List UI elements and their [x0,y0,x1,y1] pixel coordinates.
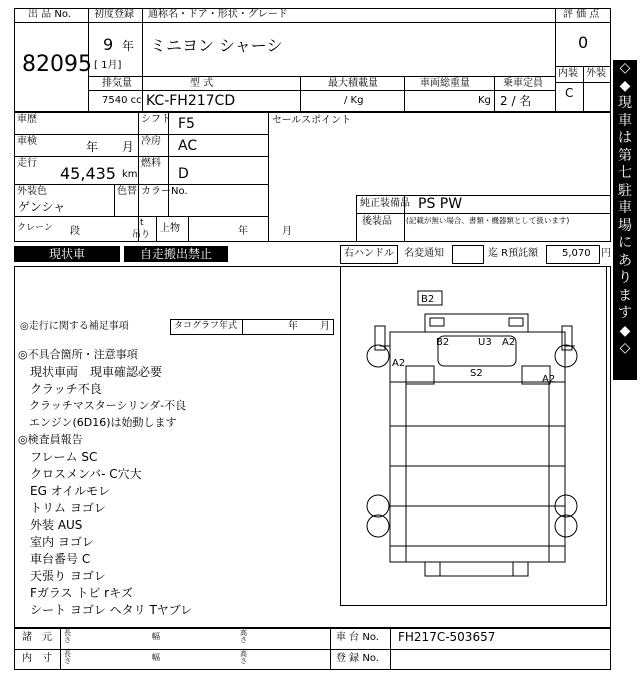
displacement-label: 排気量 [102,78,132,89]
defect-line: EG オイルモレ [18,484,111,498]
tacho-month: 月 [320,321,330,332]
defect-line: ◎検査員報告 [18,433,83,446]
score-value: 0 [578,33,589,52]
damage-mark: S2 [470,368,483,379]
no-self-drive-badge: 自走搬出禁止 [124,246,228,262]
exterior-label: 外装 [586,68,606,79]
defect-line: クラッチ不良 [18,382,102,396]
defect-line: 天張り ヨゴレ [18,569,106,583]
naisun-label: 内 寸 [22,653,52,664]
model-name-label: 通称名・ドア・形状・グレード [148,9,288,20]
fuel-value: D [178,166,189,182]
defect-line: エンジン(6D16)は始動します [18,416,177,429]
handle-value: 右ハンドル [344,248,394,259]
color-change-label: 色替 [117,186,137,197]
crane-hang: 吊り [132,230,151,240]
interior-label: 内装 [558,68,578,79]
model-name: ミニヨン シャーシ [150,36,283,55]
defect-line: 室内 ヨゴレ [18,535,94,549]
name-change-label: 名変通知 [404,248,444,259]
aftermarket-label: 後装品 [362,216,392,227]
reg-year-unit: 年 [122,39,135,53]
shohen-label: 諸 元 [22,632,52,643]
displacement-value: 7540 cc [102,95,142,106]
height-label: 高さ [240,650,247,665]
defect-line: 外装 AUS [18,518,83,532]
type-label: 型 式 [190,78,214,89]
yen-unit: 円 [601,248,611,259]
fuel-label: 燃料 [141,158,161,169]
shift-value: F5 [178,116,195,132]
max-load-label: 最大積載量 [328,78,378,89]
width-label: 幅 [152,632,160,641]
gross-weight-label: 車両総重量 [420,78,470,89]
crane-label: クレーン [17,223,53,233]
ac-value: AC [178,138,198,154]
reg-no-label: 登 録 No. [336,653,379,664]
crane-stage: 段 [70,226,80,237]
mileage-label: 走行 [17,158,37,169]
max-load-unit: / Kg [344,95,364,106]
defect-list [18,346,338,618]
tacho-label: タコグラフ年式 [174,321,238,331]
defect-line: トリム ヨゴレ [18,501,106,515]
r-estimate-label: 迄 R預託額 [488,248,539,259]
reg-year: 9 [103,35,114,54]
color-code-label: カラーNo. [141,186,188,197]
aftermarket-note: (記載が無い場合、書類・機器類として扱います) [406,216,570,225]
crane-ton: t [140,218,144,228]
history-label: 車歴 [17,114,37,125]
reg-month: [ 1月] [94,60,122,71]
width-label: 幅 [152,653,160,662]
color-label: 外装色 [17,186,47,197]
inspection-value: 年 月 [86,140,134,154]
truck-diagram [340,266,607,606]
std-equip-label: 純正装備品 [360,198,410,209]
score-label: 評 価 点 [563,9,600,20]
lot-label: 出 品 No. [28,9,71,20]
name-change-box [452,245,484,264]
defect-line: ◎不具合箇所・注意事項 [18,348,138,361]
color-value: ゲンシャ [18,200,66,214]
type-value: KC-FH217CD [146,93,236,109]
damage-mark: U3 [478,337,492,348]
length-label: 長さ [64,650,71,665]
defect-line: 現状車両 現車確認必要 [18,365,163,379]
drive-heading: ◎走行に関する補足事項 [20,321,129,332]
defect-line: フレーム SC [18,450,98,464]
defect-line: クラッチマスターシリンダ-不良 [18,399,187,412]
tacho-year: 年 [288,321,298,332]
mileage-value: 45,435 [60,164,116,183]
chassis-label: 車 台 No. [336,632,379,643]
r-estimate-value: 5,070 [562,248,591,259]
sales-point-label: セールスポイント [272,115,352,126]
std-equip-value: PS PW [418,196,463,212]
defect-line: シート ヨゴレ ヘタリ Tヤブレ [18,603,193,617]
upper-month: 月 [282,226,292,237]
defect-line: 車台番号 C [18,552,91,566]
defect-line: クロスメンバ- C穴大 [18,467,142,481]
damage-mark: B2 [421,294,435,305]
capacity-label: 乗車定員 [503,78,543,89]
shift-label: シフト [141,114,171,125]
location-banner: ◇ ◆ 現 車 は 第 七 駐 車 場 に あ り ま す ◆ ◇ [613,60,637,380]
defect-line: Fガラス トビ rキズ [18,586,133,600]
gross-weight-unit: Kg [478,95,491,106]
inspection-label: 車検 [17,136,37,147]
length-label: 長さ [64,629,71,644]
interior-grade: C [565,86,574,100]
damage-mark: A2 [502,337,516,348]
first-reg-label: 初度登録 [94,9,134,20]
current-state-badge: 現状車 [14,246,120,262]
ac-label: 冷房 [141,136,161,147]
damage-mark: A2 [542,374,556,385]
height-label: 高さ [240,629,247,644]
damage-mark: A2 [392,358,406,369]
lot-number: 82095 [22,52,92,77]
mileage-unit: km [122,169,138,180]
chassis-value: FH217C-503657 [398,630,496,644]
capacity-value: 2 / 名 [500,94,532,108]
damage-mark: B2 [436,337,450,348]
upper-year: 年 [238,226,248,237]
upper-label: 上物 [160,223,180,234]
